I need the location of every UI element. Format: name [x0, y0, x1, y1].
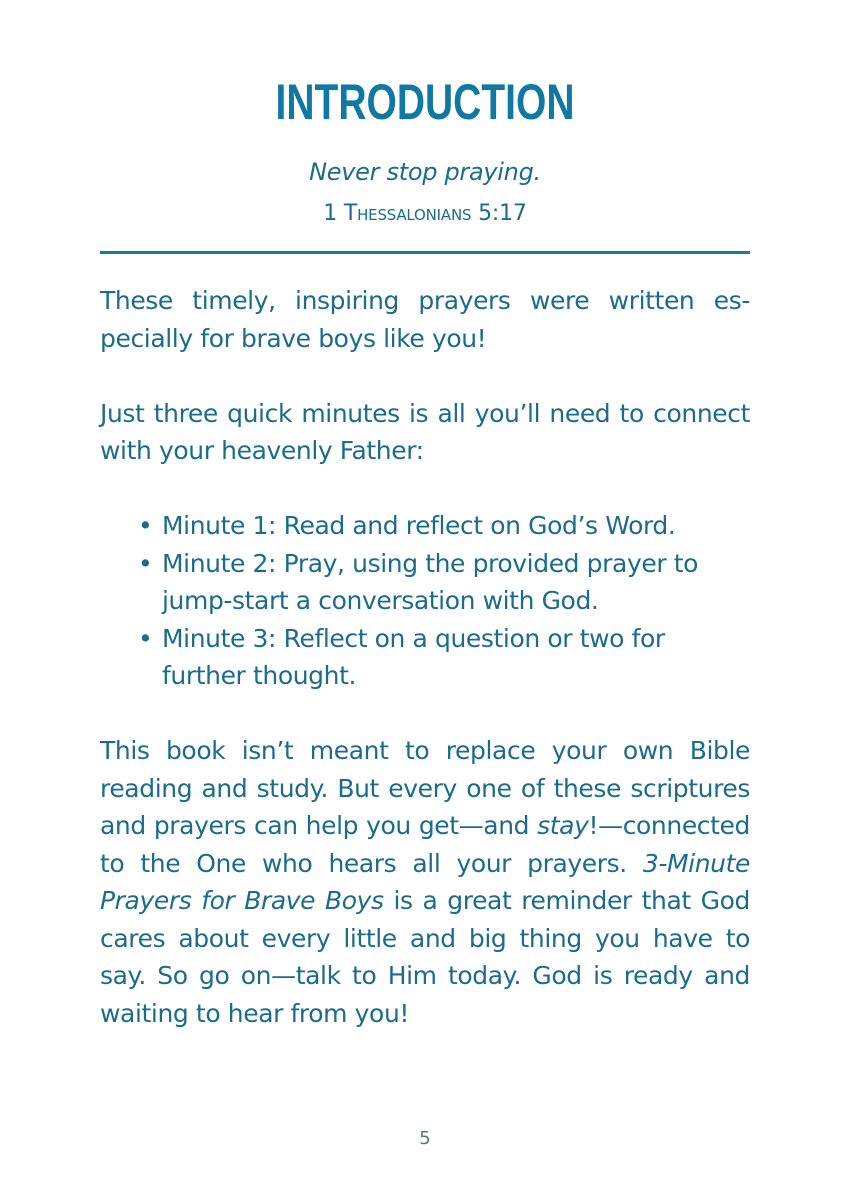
list-item: [138, 620, 750, 695]
closing-text-part1: This book isn’t meant to replace your own Bible reading and study. But every one of these scriptures and prayers can help you get—and: [100, 736, 750, 840]
bullet-icon: •: [138, 511, 153, 540]
intro-paragraph-2: Just three quick minutes is all you’ll need to connect with your heavenly Father:: [100, 398, 750, 465]
closing-paragraph: [100, 732, 750, 1032]
bullet-icon: •: [138, 548, 153, 578]
minute-steps-list: [100, 507, 750, 695]
page-title: INTRODUCTION: [275, 74, 575, 130]
list-item-text: Minute 3: Reflect on a question or two for further thought.: [162, 623, 665, 690]
epigraph-quote: Never stop praying.: [309, 158, 541, 186]
list-item: [138, 507, 750, 545]
bullet-icon: •: [138, 623, 153, 653]
emphasis-stay: stay: [537, 811, 589, 840]
divider-rule: [100, 251, 750, 254]
closing-text-part3: is a great reminder that God cares about every little and big thing you have to say. So go on—talk to Him today. God is ready and waiting to hear from you!: [100, 886, 750, 1028]
list-item: [138, 545, 750, 620]
body-text: [100, 282, 750, 1070]
list-item-text: Minute 2: Pray, using the provided prayer to jump-start a conversation with God.: [162, 548, 699, 615]
epigraph-reference: 1 Thessalonians 5:17: [323, 201, 527, 226]
closing-text-part2: !—connected to the One who hears all your prayers.: [100, 811, 750, 878]
book-title: 3-Minute Prayers for Brave Boys: [100, 848, 750, 915]
intro-paragraph-1: These timely, inspiring prayers were written es-pecially for brave boys like you!: [100, 286, 750, 353]
page-number: 5: [419, 1128, 431, 1149]
list-item-text: Minute 1: Read and reflect on God’s Word.: [162, 511, 676, 540]
